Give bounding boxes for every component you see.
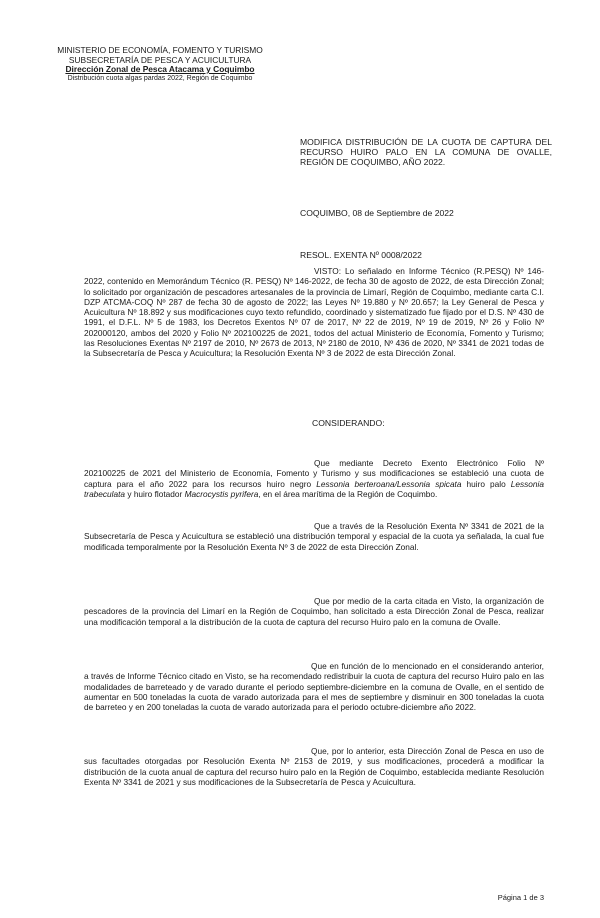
considerando-paragraph-3: Que por medio de la carta citada en Visto, la organización de pescadores de la provincia del Limarí en la Región de Coquimbo, han solicitado a esta Dirección Zonal de Pesca, realizar una modificación temporal a la distribución de la cuota de captura del recurso Huiro palo en la comuna de Ovalle.: [84, 596, 544, 627]
considerando-paragraph-1: Que mediante Decreto Exento Electrónico Folio Nº 202100225 de 2021 del Ministerio de Economía, Fomento y Turismo y sus modificaciones se estableció una cuota de captura para el año 2022 para los recursos huiro negro Lessonia berteroana/Lessonia spicata huiro palo Lessonia trabeculata y huiro flotador Macrocystis pyrifera, en el área marítima de la Región de Coquimbo.: [84, 458, 544, 499]
resolution-subject: MODIFICA DISTRIBUCIÓN DE LA CUOTA DE CAPTURA DEL RECURSO HUIRO PALO EN LA COMUNA DE OVALLE, REGIÓN DE COQUIMBO, AÑO 2022.: [300, 137, 552, 168]
subsecretary-name: SUBSECRETARÍA DE PESCA Y ACUICULTURA: [68, 54, 252, 65]
letterhead: [40, 46, 280, 83]
visto-paragraph: VISTO: Lo señalado en Informe Técnico (R.PESQ) Nº 146-2022, contenido en Memorándum Técnico (R. PESQ) Nº 146-2022, de fecha 30 de agosto de 2022, de esta Dirección Zonal; lo solicitado por organización de pescadores artesanales de la provincia de Limarí, Región de Coquimbo, mediante carta C.I. DZP ATCMA-COQ Nº 287 de fecha 30 de agosto de 2022; las Leyes Nº 19.880 y Nº 20.657; la Ley General de Pesca y Acuicultura Nº 18.892 y sus modificaciones cuyo texto refundido, coordinado y sistematizado fue fijado por el D.S. Nº 430 de 1991, el D.F.L. Nº 5 de 1983, los Decretos Exentos Nº 07 de 2017, Nº 22 de 2019, Nº 19 de 2019, Nº 26 y Folio Nº 202000120, ambos del 2020 y Folio Nº 202100225 de 2021, todos del actual Ministerio de Economía, Fomento y Turismo; las Resoluciones Exentas Nº 2197 de 2010, Nº 2673 de 2013, Nº 2180 de 2010, Nº 436 de 2020, Nº 3341 de 2021 todas de la Subsecretaría de Pesca y Acuicultura; la Resolución Exenta Nº 3 de 2022 de esta Dirección Zonal.: [84, 266, 544, 358]
page-number: Página 1 de 3: [497, 893, 544, 902]
considerando-paragraph-5: Que, por lo anterior, esta Dirección Zonal de Pesca en uso de sus facultades otorgadas por Resolución Exenta Nº 2153 de 2019, y sus modificaciones, procederá a modificar la distribución de la cuota anual de captura del recurso huiro palo en la Región de Coquimbo, establecida mediante Resolución Exenta Nº 3341 de 2021 y sus modificaciones de la Subsecretaría de Pesca y Acuicultura.: [84, 746, 544, 787]
ministry-name: MINISTERIO DE ECONOMÍA, FOMENTO Y TURISMO: [57, 45, 263, 55]
considerando-paragraph-4: Que en función de lo mencionado en el considerando anterior, a través de Informe Técnico citado en Visto, se ha recomendado redistribuir la cuota de captura del recurso Huiro palo en las modalidades de barreteado y de varado durante el periodo septiembre-diciembre en la comuna de Ovalle, en el sentido de aumentar en 500 toneladas la cuota de varado autorizada para el mes de septiembre y disminuir en 300 toneladas la cuota de barreteo y en 200 toneladas la cuota de varado autorizada para el periodo octubre-diciembre año 2022.: [84, 661, 544, 712]
zonal-office-name: Dirección Zonal de Pesca Atacama y Coquimbo: [65, 64, 255, 75]
considerando-paragraph-2: Que a través de la Resolución Exenta Nº 3341 de 2021 de la Subsecretaría de Pesca y Acuicultura se estableció una distribución temporal y espacial de la cuota ya señalada, la cual fue modificada temporalmente por la Resolución Exenta Nº 3 de 2022 de esta Dirección Zonal.: [84, 521, 544, 552]
document-reference: Distribución cuota algas pardas 2022, Región de Coquimbo: [67, 74, 253, 82]
resolution-number: RESOL. EXENTA Nº 0008/2022: [300, 250, 422, 260]
considerando-heading: CONSIDERANDO:: [312, 418, 385, 428]
resolution-date: COQUIMBO, 08 de Septiembre de 2022: [300, 208, 454, 218]
